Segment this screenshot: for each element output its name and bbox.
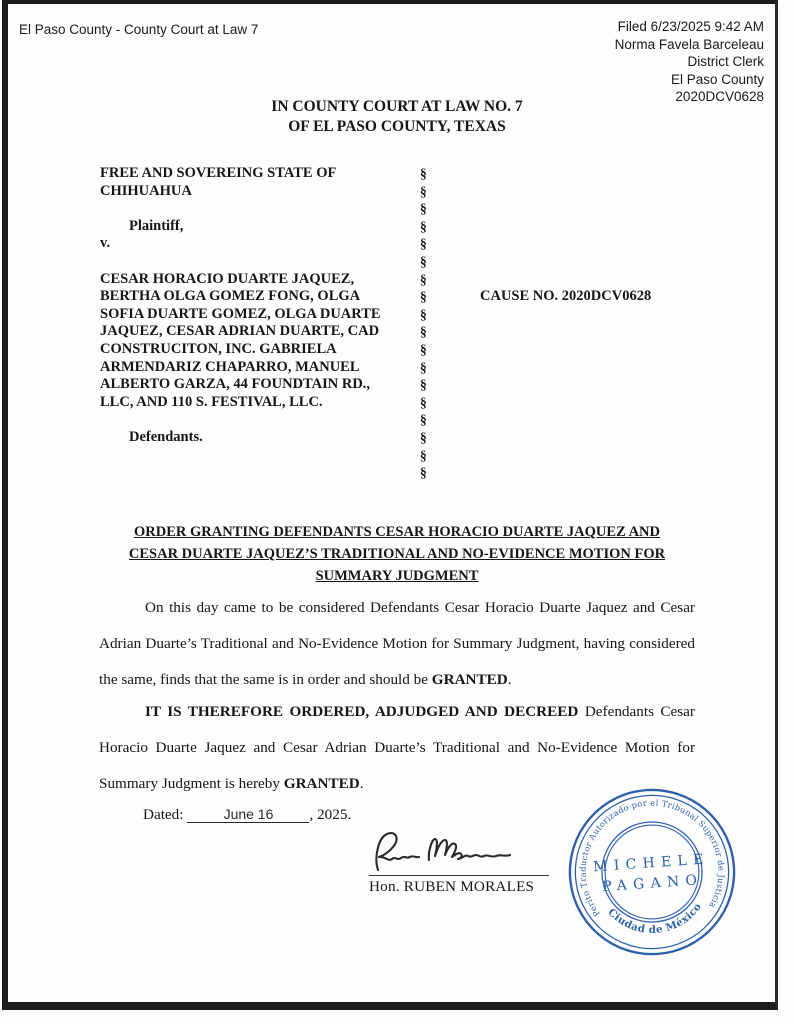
party-caption-line xyxy=(100,447,430,465)
party-caption-line: CHIHUAHUA xyxy=(100,182,192,199)
section-symbol: § xyxy=(420,218,427,234)
party-caption-line: LLC, AND 110 S. FESTIVAL, LLC. xyxy=(100,393,323,410)
section-symbol: § xyxy=(420,429,427,445)
stamp-center-name-line1: MICHELE xyxy=(592,851,711,876)
order-title-line: CESAR DUARTE JAQUEZ’S TRADITIONAL AND NO-EVIDENCE MOTION FOR xyxy=(128,546,666,562)
party-caption-line xyxy=(100,253,430,271)
judge-printed-name: Hon. RUBEN MORALES xyxy=(369,878,535,895)
filed-stamp-line: District Clerk xyxy=(687,54,764,69)
section-symbol: § xyxy=(420,377,427,393)
court-title-line2: OF EL PASO COUNTY, TEXAS xyxy=(288,118,506,135)
order-title-line: SUMMARY JUDGMENT xyxy=(315,568,479,584)
cause-number: CAUSE NO. 2020DCV0628 xyxy=(480,288,652,304)
section-symbol: § xyxy=(420,183,427,199)
party-caption-line: CONSTRUCITON, INC. GABRIELA xyxy=(100,340,337,357)
filed-stamp-line: El Paso County xyxy=(670,71,764,87)
filed-stamp-line: Filed 6/23/2025 9:42 AM xyxy=(617,19,764,34)
section-symbol: § xyxy=(420,359,427,375)
party-caption-line: ALBERTO GARZA, 44 FOUNDTAIN RD., xyxy=(100,376,371,393)
section-symbol: § xyxy=(420,465,427,481)
party-caption-line: JAQUEZ, CESAR ADRIAN DUARTE, CAD xyxy=(100,323,380,340)
section-symbol: § xyxy=(420,324,427,340)
section-symbol: § xyxy=(420,289,427,305)
dated-suffix: , 2025. xyxy=(309,806,352,823)
party-caption-line: SOFIA DUARTE GOMEZ, OLGA DUARTE xyxy=(100,305,381,322)
order-body-paragraph-2: IT IS THEREFORE ORDERED, ADJUDGED AND DECREED Defendants Cesar Horacio Duarte Jaquez and Cesar Adrian Duarte’s Traditional and No-Evidence Motion for Summary Judgment is hereby GRANTED. xyxy=(99,703,695,792)
section-symbol: § xyxy=(420,236,427,252)
header-court-name: El Paso County - County Court at Law 7 xyxy=(19,22,259,37)
order-title xyxy=(70,521,724,587)
filed-stamp-block xyxy=(615,18,764,106)
filed-stamp-line: 2020DCV0628 xyxy=(675,89,764,104)
party-caption-line: Plaintiff, xyxy=(100,217,184,234)
stamp-center-name-line2: PAGANO xyxy=(601,872,704,896)
handwritten-signature-icon xyxy=(369,828,549,876)
party-caption-line: FREE AND SOVEREING STATE OF xyxy=(100,165,337,181)
party-caption-line: ARMENDARIZ CHAPARRO, MANUEL xyxy=(100,358,360,375)
dated-line xyxy=(143,806,351,824)
party-caption-line xyxy=(100,411,430,429)
translator-seal-stamp xyxy=(566,786,738,958)
section-symbol: § xyxy=(420,447,427,463)
filed-stamp-line: Norma Favela Barceleau xyxy=(614,36,764,52)
party-caption-block xyxy=(100,165,430,482)
section-symbol: § xyxy=(420,306,427,322)
section-symbol: § xyxy=(420,201,427,217)
section-symbol: § xyxy=(420,412,427,428)
party-caption-line: v. xyxy=(100,235,111,252)
section-symbol: § xyxy=(420,394,427,410)
section-symbol: § xyxy=(420,341,427,357)
section-symbol-column xyxy=(420,165,427,482)
court-title xyxy=(0,97,794,137)
party-caption-line: Defendants. xyxy=(100,428,203,445)
party-caption-line xyxy=(100,464,430,482)
order-body-paragraph-1: On this day came to be considered Defendants Cesar Horacio Duarte Jaquez and Cesar Adrian Duarte’s Traditional and No-Evidence Motion for Summary Judgment, having considered the same, finds that the same is in order and should be GRANTED. xyxy=(99,599,695,688)
stamp-bottom-text: Ciudad de México xyxy=(605,900,705,936)
order-title-line: ORDER GRANTING DEFENDANTS CESAR HORACIO DUARTE JAQUEZ AND xyxy=(134,524,660,540)
party-caption-line: BERTHA OLGA GOMEZ FONG, OLGA xyxy=(100,288,361,305)
court-title-line1: IN COUNTY COURT AT LAW NO. 7 xyxy=(271,98,523,115)
party-caption-line: CESAR HORACIO DUARTE JAQUEZ, xyxy=(100,270,355,287)
party-caption-line xyxy=(100,200,430,218)
judge-signature-block xyxy=(369,828,549,896)
section-symbol: § xyxy=(420,271,427,287)
dated-label: Dated: xyxy=(143,806,184,823)
section-symbol: § xyxy=(420,166,427,181)
section-symbol: § xyxy=(420,253,427,269)
dated-value-blank: June 16 xyxy=(187,806,309,823)
stamp-ring-text: Perito Traductor Autorizado por el Tribunal Superior de Justicia xyxy=(577,797,727,919)
